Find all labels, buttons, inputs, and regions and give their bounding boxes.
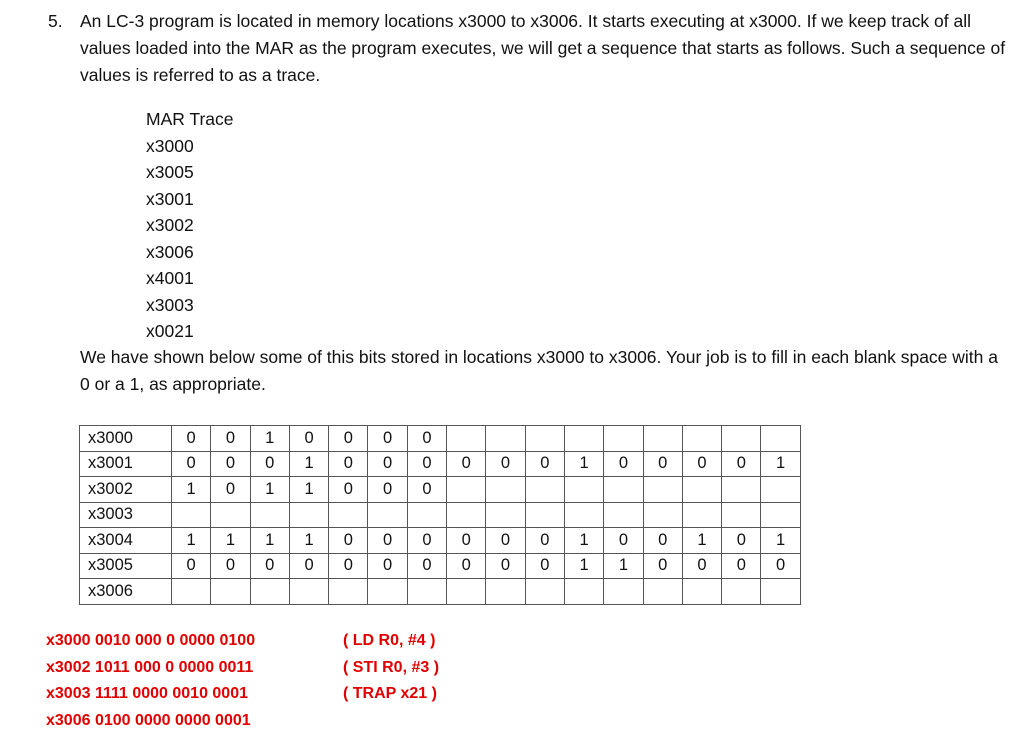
bit-cell: 1 xyxy=(564,528,603,554)
table-row xyxy=(80,553,801,579)
bit-cell: 1 xyxy=(172,528,211,554)
bit-cell: 1 xyxy=(761,528,800,554)
bit-cell: 0 xyxy=(447,528,486,554)
bit-cell: 0 xyxy=(761,553,800,579)
bit-cell xyxy=(329,502,368,528)
bit-cell: 0 xyxy=(329,553,368,579)
bit-cell: 1 xyxy=(250,426,289,452)
trace-value: x3005 xyxy=(146,162,194,182)
bit-cell xyxy=(564,502,603,528)
bit-cell xyxy=(682,477,721,503)
answer-comment: ( STI R0, #3 ) xyxy=(343,658,440,676)
bit-cell xyxy=(643,579,682,605)
bit-cell xyxy=(289,502,328,528)
instruction-text: We have shown below some of this bits stored in locations x3000 to x3006. Your job is to fill in each blank space with a 0 or a 1, as appropriate. xyxy=(80,347,998,394)
answer-code: x3000 0010 000 0 0000 0100 xyxy=(46,632,256,649)
address-cell: x3003 xyxy=(80,502,172,528)
bit-cell xyxy=(761,579,800,605)
bit-cell xyxy=(447,477,486,503)
bit-cell: 0 xyxy=(682,553,721,579)
address-cell: x3002 xyxy=(80,477,172,503)
bit-cell: 0 xyxy=(172,451,211,477)
bit-cell: 0 xyxy=(329,477,368,503)
bit-cell: 1 xyxy=(761,451,800,477)
bit-cell: 0 xyxy=(407,528,446,554)
bit-cell xyxy=(564,426,603,452)
bit-cell xyxy=(525,477,564,503)
bit-cell: 0 xyxy=(407,451,446,477)
bit-cell xyxy=(682,426,721,452)
bit-cell: 0 xyxy=(250,553,289,579)
address-cell: x3004 xyxy=(80,528,172,554)
trace-value: x0021 xyxy=(146,321,194,341)
bit-cell: 0 xyxy=(447,451,486,477)
bit-cell: 0 xyxy=(486,451,525,477)
bit-cell: 0 xyxy=(407,553,446,579)
bit-cell: 1 xyxy=(682,528,721,554)
bit-cell xyxy=(368,502,407,528)
bit-cell xyxy=(682,579,721,605)
bit-cell xyxy=(447,502,486,528)
bit-cell: 0 xyxy=(643,528,682,554)
bit-cell: 0 xyxy=(211,426,250,452)
bit-cell: 1 xyxy=(289,451,328,477)
trace-value: x3000 xyxy=(146,135,194,156)
bit-cell xyxy=(289,579,328,605)
bit-cell: 0 xyxy=(525,528,564,554)
bit-cell: 0 xyxy=(289,426,328,452)
bit-cell xyxy=(407,579,446,605)
trace-value: x3003 xyxy=(146,294,194,315)
answer-comment: ( TRAP x21 ) xyxy=(343,685,437,702)
bit-cell xyxy=(564,579,603,605)
bit-cell: 0 xyxy=(368,528,407,554)
table-row xyxy=(80,528,801,554)
answer-comments xyxy=(343,628,439,708)
bit-cell: 0 xyxy=(172,553,211,579)
bit-cell xyxy=(525,579,564,605)
bit-cell xyxy=(486,502,525,528)
bit-cell xyxy=(604,579,643,605)
bit-cell: 1 xyxy=(172,477,211,503)
bit-cell: 0 xyxy=(722,528,761,554)
bit-cell xyxy=(722,477,761,503)
bit-cell: 0 xyxy=(604,451,643,477)
bit-cell xyxy=(722,502,761,528)
bit-cell: 1 xyxy=(289,528,328,554)
bit-cell xyxy=(329,579,368,605)
bit-cell xyxy=(761,477,800,503)
bit-cell: 0 xyxy=(682,451,721,477)
bit-cell xyxy=(447,426,486,452)
bit-cell: 0 xyxy=(329,426,368,452)
bit-cell: 1 xyxy=(604,553,643,579)
bit-cell xyxy=(643,502,682,528)
bit-cell xyxy=(172,579,211,605)
bit-cell: 1 xyxy=(250,528,289,554)
bit-cell xyxy=(722,579,761,605)
mar-trace-heading: MAR Trace xyxy=(146,109,234,129)
bit-cell xyxy=(486,477,525,503)
trace-value: x3001 xyxy=(146,188,194,209)
bit-cell xyxy=(761,502,800,528)
bit-cell xyxy=(643,477,682,503)
bit-cell: 0 xyxy=(407,426,446,452)
answer-comment: ( LD R0, #4 ) xyxy=(343,632,436,649)
bit-cell: 0 xyxy=(211,553,250,579)
bit-cell: 0 xyxy=(289,553,328,579)
problem-text: An LC-3 program is located in memory locations x3000 to x3006. It starts executing at x3000. If we keep track of all values loaded into the MAR as the program executes, we will get a sequence that starts as follows. Such a sequence of values is referred to as a trace. xyxy=(80,11,1006,85)
table-row xyxy=(80,451,801,477)
bit-cell xyxy=(722,426,761,452)
bit-cell: 0 xyxy=(211,477,250,503)
bit-cell xyxy=(447,579,486,605)
bit-cell: 0 xyxy=(722,451,761,477)
mar-trace xyxy=(146,106,234,345)
bit-cell xyxy=(604,426,643,452)
table-row xyxy=(80,502,801,528)
problem-number: 5. xyxy=(48,11,63,31)
bit-cell: 0 xyxy=(643,553,682,579)
bit-cell xyxy=(486,579,525,605)
address-cell: x3005 xyxy=(80,553,172,579)
answer-code: x3003 1111 0000 0010 0001 xyxy=(46,685,248,702)
bit-cell xyxy=(407,502,446,528)
bit-cell: 1 xyxy=(564,553,603,579)
bit-cell: 0 xyxy=(525,451,564,477)
bit-cell xyxy=(211,502,250,528)
bit-cell: 0 xyxy=(525,553,564,579)
bit-cell: 0 xyxy=(172,426,211,452)
bit-cell: 1 xyxy=(289,477,328,503)
bit-cell: 1 xyxy=(250,477,289,503)
bit-cell xyxy=(486,426,525,452)
answer-codes xyxy=(46,628,255,734)
bit-cell: 0 xyxy=(368,553,407,579)
memory-bits-table xyxy=(79,425,801,605)
bit-cell: 0 xyxy=(250,451,289,477)
bit-cell xyxy=(525,502,564,528)
bit-cell xyxy=(604,502,643,528)
bit-cell: 0 xyxy=(447,553,486,579)
trace-value: x4001 xyxy=(146,268,194,288)
address-cell: x3001 xyxy=(80,451,172,477)
answer-code: x3002 1011 000 0 0000 0011 xyxy=(46,658,254,676)
trace-value: x3002 xyxy=(146,215,194,235)
bit-cell: 0 xyxy=(211,451,250,477)
bit-cell: 0 xyxy=(486,528,525,554)
address-cell: x3006 xyxy=(80,579,172,605)
bit-cell xyxy=(604,477,643,503)
bit-cell: 0 xyxy=(329,528,368,554)
bit-cell xyxy=(525,426,564,452)
bit-cell: 0 xyxy=(643,451,682,477)
bit-cell: 0 xyxy=(368,477,407,503)
bit-cell: 1 xyxy=(211,528,250,554)
bit-cell: 0 xyxy=(368,426,407,452)
trace-value: x3006 xyxy=(146,241,194,262)
table-row xyxy=(80,426,801,452)
bit-cell xyxy=(643,426,682,452)
bit-cell xyxy=(172,502,211,528)
answer-code: x3006 0100 0000 0000 0001 xyxy=(46,711,251,729)
bit-cell xyxy=(564,477,603,503)
bit-cell xyxy=(368,579,407,605)
table-row xyxy=(80,477,801,503)
bit-cell: 0 xyxy=(407,477,446,503)
bit-cell xyxy=(682,502,721,528)
address-cell: x3000 xyxy=(80,426,172,452)
bit-cell: 1 xyxy=(564,451,603,477)
bit-cell xyxy=(250,502,289,528)
bit-cell: 0 xyxy=(604,528,643,554)
problem-statement xyxy=(48,8,1008,89)
table-row xyxy=(80,579,801,605)
bit-cell xyxy=(211,579,250,605)
bit-cell: 0 xyxy=(486,553,525,579)
bit-cell: 0 xyxy=(368,451,407,477)
bit-cell: 0 xyxy=(329,451,368,477)
bit-cell: 0 xyxy=(722,553,761,579)
bit-cell xyxy=(761,426,800,452)
bit-cell xyxy=(250,579,289,605)
